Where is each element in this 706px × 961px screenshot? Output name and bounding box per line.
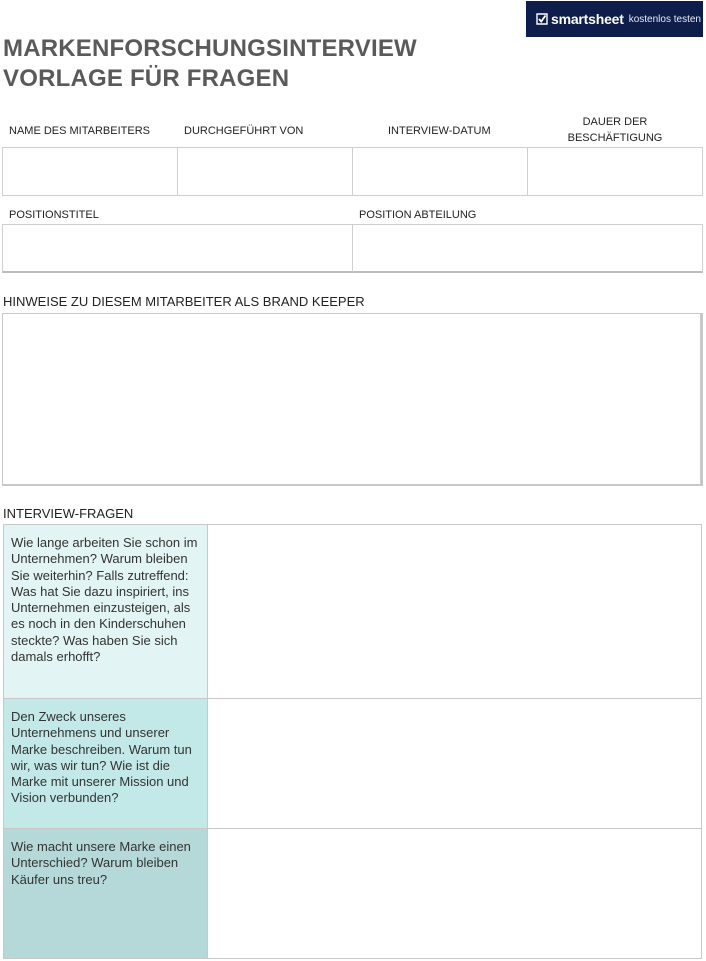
answer-2-field[interactable]: [208, 698, 702, 829]
label-employee-name: NAME DES MITARBEITERS: [9, 125, 150, 137]
title-line-1: MARKENFORSCHUNGSINTERVIEW: [3, 35, 417, 62]
label-employment-duration: [540, 114, 690, 146]
label-conducted-by: DURCHGEFÜHRT VON: [184, 125, 304, 137]
question-3: Wie macht unsere Marke einen Unterschied? Warum bleiben Käufer uns treu?: [3, 828, 208, 959]
title-line-2: VORLAGE FÜR FRAGEN: [3, 65, 290, 92]
banner-cta[interactable]: kostenlos testen: [628, 13, 701, 25]
label-employment-duration-line-1: DAUER DER: [582, 116, 648, 128]
label-employment-duration-line-2: BESCHÄFTIGUNG: [567, 132, 663, 144]
question-1: Wie lange arbeiten Sie schon im Unternehmen? Warum bleiben Sie weiterhin? Falls zutreffend: Was hat Sie dazu inspiriert, ins Unternehmen einzusteigen, als es noch in den Kinderschuhen steckte? Was haben Sie sich damals erhofft?: [3, 524, 208, 699]
employment-duration-field[interactable]: [527, 147, 703, 196]
smartsheet-banner[interactable]: [526, 1, 703, 37]
conducted-by-field[interactable]: [177, 147, 353, 196]
question-2: Den Zweck unseres Unternehmens und unserer Marke beschreiben. Warum tun wir, was wir tun? Wie ist die Marke mit unserer Mission und Vision verbunden?: [3, 698, 208, 829]
label-interview-date: INTERVIEW-DATUM: [388, 125, 491, 137]
notes-heading: HINWEISE ZU DIESEM MITARBEITER ALS BRAND KEEPER: [3, 294, 365, 309]
label-position-title: POSITIONSTITEL: [9, 209, 99, 221]
answer-1-field[interactable]: [208, 524, 702, 699]
interview-date-field[interactable]: [352, 147, 528, 196]
answer-3-field[interactable]: [208, 828, 702, 959]
page-title: [3, 34, 417, 94]
notes-field[interactable]: [2, 313, 703, 486]
employee-name-field[interactable]: [2, 147, 178, 196]
smartsheet-logo-icon: [536, 13, 548, 25]
position-department-field[interactable]: [352, 224, 703, 273]
label-position-department: POSITION ABTEILUNG: [359, 209, 477, 221]
questions-heading: INTERVIEW-FRAGEN: [3, 506, 134, 521]
banner-brand: smartsheet: [551, 11, 624, 27]
position-title-field[interactable]: [2, 224, 353, 273]
